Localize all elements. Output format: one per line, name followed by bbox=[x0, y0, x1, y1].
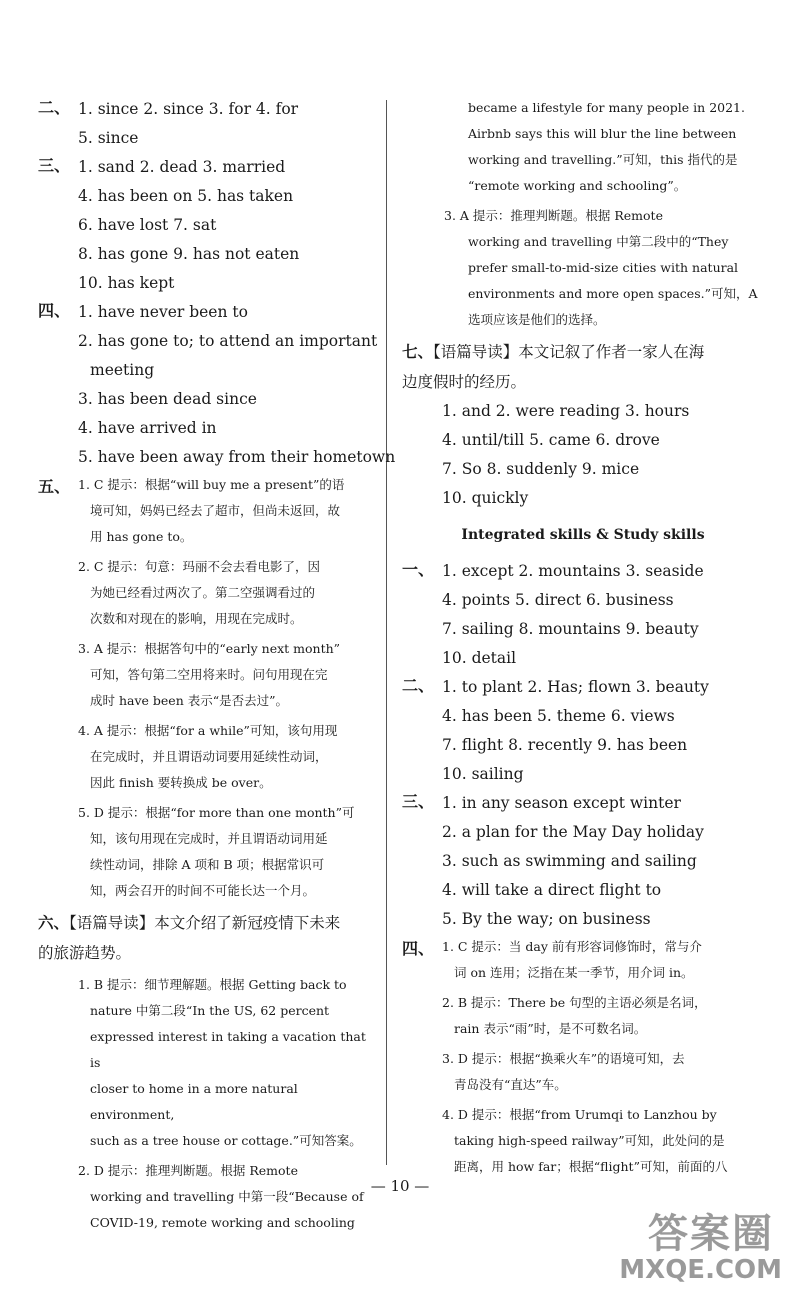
section-7 bbox=[402, 337, 764, 513]
answer-line: 7. sailing 8. mountains 9. beauty bbox=[442, 620, 699, 638]
section-label: 二、 bbox=[38, 98, 71, 117]
hint-item bbox=[38, 554, 370, 632]
answer-line: 1. except 2. mountains 3. seaside bbox=[442, 562, 704, 580]
reading-guide bbox=[402, 337, 764, 367]
section-r1 bbox=[402, 557, 764, 673]
hint-line: 2. C 提示：句意：玛丽不会去看电影了，因 bbox=[78, 559, 320, 574]
answer-line: 4. has been on 5. has taken bbox=[78, 187, 294, 205]
hint-line: taking high-speed railway”可知，此处问的是 bbox=[454, 1133, 725, 1148]
answer-line: 1. and 2. were reading 3. hours bbox=[442, 402, 690, 420]
guide-text: 的旅游趋势。 bbox=[38, 944, 132, 962]
section-5 bbox=[38, 472, 370, 904]
answer-line: 4. have arrived in bbox=[78, 419, 217, 437]
answer-line: 5. since bbox=[78, 129, 139, 147]
section-label: 四、 bbox=[38, 301, 71, 320]
hint-item bbox=[402, 1046, 764, 1098]
answer-line: 4. has been 5. theme 6. views bbox=[442, 707, 675, 725]
section-r3 bbox=[402, 789, 764, 934]
watermark-text: 答案圈 bbox=[648, 1211, 774, 1257]
column-divider bbox=[386, 100, 387, 1165]
section-label: 三、 bbox=[38, 156, 71, 175]
answer-line: 1. to plant 2. Has; flown 3. beauty bbox=[442, 678, 709, 696]
page-number: — 10 — bbox=[370, 1177, 430, 1195]
hint-item bbox=[402, 934, 764, 986]
section-r4 bbox=[402, 934, 764, 1180]
answer-line: 6. have lost 7. sat bbox=[78, 216, 217, 234]
hint-line: 次数和对现在的影响，用现在完成时。 bbox=[90, 611, 303, 626]
hint-line: 词 on 连用；泛指在某一季节，用介词 in。 bbox=[454, 965, 694, 980]
section-label: 四、 bbox=[402, 939, 435, 958]
hint-item bbox=[38, 1158, 370, 1236]
hint-line: COVID-19, remote working and schooling bbox=[90, 1215, 355, 1230]
answer-line: 5. By the way; on business bbox=[442, 910, 651, 928]
hint-line: 续性动词，排除 A 项和 B 项；根据常识可 bbox=[90, 857, 325, 872]
hint-line: 为她已经看过两次了。第二空强调看过的 bbox=[90, 585, 316, 600]
section-label: 七、 bbox=[402, 343, 434, 361]
answer-line: 2. has gone to; to attend an important bbox=[78, 332, 378, 350]
hint-line: environments and more open spaces.”可知，A bbox=[468, 286, 758, 301]
right-column bbox=[402, 95, 764, 1180]
answer-line: 7. So 8. suddenly 9. mice bbox=[442, 460, 640, 478]
section-label: 六、 bbox=[38, 914, 70, 932]
answer-line: 3. has been dead since bbox=[78, 390, 257, 408]
section-label: 二、 bbox=[402, 676, 435, 695]
hint-line: 知，两会召开的时间不可能长达一个月。 bbox=[90, 883, 316, 898]
answer-line: 10. has kept bbox=[78, 274, 175, 292]
hint-line: 2. D 提示：推理判断题。根据 Remote bbox=[78, 1163, 298, 1178]
section-label: 五、 bbox=[38, 477, 71, 496]
hint-line: 3. A 提示：根据答句中的“early next month” bbox=[78, 641, 341, 656]
hint-line: Airbnb says this will blur the line between bbox=[468, 126, 737, 141]
hint-line: 4. D 提示：根据“from Urumqi to Lanzhou by bbox=[442, 1107, 717, 1122]
hint-line: closer to home in a more natural environment, bbox=[90, 1081, 298, 1122]
hint-line: prefer small-to-mid-size cities with natural bbox=[468, 260, 739, 275]
hint-line: nature 中第二段“In the US, 62 percent bbox=[90, 1003, 330, 1018]
answer-line: 4. points 5. direct 6. business bbox=[442, 591, 674, 609]
answer-line: 4. will take a direct flight to bbox=[442, 881, 662, 899]
answer-line: 1. have never been to bbox=[78, 303, 248, 321]
hint-item bbox=[38, 972, 370, 1154]
hint-line: working and travelling 中第一段“Because of bbox=[90, 1189, 364, 1204]
hint-line: working and travelling 中第二段中的“They bbox=[468, 234, 729, 249]
hint-line: expressed interest in taking a vacation that is bbox=[90, 1029, 366, 1070]
hint-line: 3. D 提示：根据“换乘火车”的语境可知，去 bbox=[442, 1051, 685, 1066]
answer-line: 1. since 2. since 3. for 4. for bbox=[78, 100, 299, 118]
hint-line: 境可知，妈妈已经去了超市，但尚未返回，故 bbox=[90, 503, 341, 518]
section-r2 bbox=[402, 673, 764, 789]
section-3 bbox=[38, 153, 370, 298]
section-2 bbox=[38, 95, 370, 153]
hint-line: rain 表示“雨”时，是不可数名词。 bbox=[454, 1021, 647, 1036]
answer-line: 4. until/till 5. came 6. drove bbox=[442, 431, 660, 449]
section-label: 三、 bbox=[402, 792, 435, 811]
hint-line: 因此 finish 要转换成 be over。 bbox=[90, 775, 272, 790]
hint-line: 成时 have been 表示“是否去过”。 bbox=[90, 693, 289, 708]
hint-line: such as a tree house or cottage.”可知答案。 bbox=[90, 1133, 362, 1148]
hint-line: 1. B 提示：细节理解题。根据 Getting back to bbox=[78, 977, 347, 992]
answer-line: 5. have been away from their hometown bbox=[78, 448, 396, 466]
hint-line: 可知，答句第二空用将来时。问句用现在完 bbox=[90, 667, 328, 682]
hint-line: 青岛没有“直达”车。 bbox=[454, 1077, 567, 1092]
answer-line: 1. in any season except winter bbox=[442, 794, 681, 812]
answer-line: 7. flight 8. recently 9. has been bbox=[442, 736, 688, 754]
section-heading: Integrated skills & Study skills bbox=[461, 527, 705, 543]
hint-line: 5. D 提示：根据“for more than one month”可 bbox=[78, 805, 355, 820]
section-4 bbox=[38, 298, 396, 472]
answer-line: 10. sailing bbox=[442, 765, 524, 783]
hint-line: 距离，用 how far；根据“flight”可知，前面的八 bbox=[454, 1159, 728, 1174]
answer-line: 10. detail bbox=[442, 649, 517, 667]
guide-text: 【语篇导读】本文记叙了作者一家人在海 bbox=[433, 343, 705, 361]
hint-item bbox=[38, 718, 370, 796]
hint-line: 用 has gone to。 bbox=[90, 529, 193, 544]
left-column bbox=[38, 95, 396, 1236]
answer-line: 1. sand 2. dead 3. married bbox=[78, 158, 286, 176]
hint-item bbox=[38, 636, 370, 714]
answer-line: 8. has gone 9. has not eaten bbox=[78, 245, 300, 263]
watermark-url: MXQE.COM bbox=[619, 1255, 782, 1285]
hint-item bbox=[402, 1102, 764, 1180]
guide-text: 边度假时的经历。 bbox=[402, 373, 527, 391]
hint-item bbox=[38, 472, 370, 550]
answer-line: 2. a plan for the May Day holiday bbox=[442, 823, 704, 841]
answer-line: meeting bbox=[90, 361, 155, 379]
hint-line: 1. C 提示：当 day 前有形容词修饰时，常与介 bbox=[442, 939, 702, 954]
hint-item bbox=[38, 800, 370, 904]
hint-line: 4. A 提示：根据“for a while”可知，该句用现 bbox=[78, 723, 338, 738]
hint-line: became a lifestyle for many people in 2021. bbox=[468, 100, 745, 115]
hint-line: “remote working and schooling”。 bbox=[468, 178, 687, 193]
section-label: 一、 bbox=[402, 560, 435, 579]
hint-line: 在完成时，并且谓语动词要用延续性动词， bbox=[90, 749, 328, 764]
hint-line: 选项应该是他们的选择。 bbox=[468, 312, 606, 327]
hint-item bbox=[402, 203, 764, 333]
hint-line: 3. A 提示：推理判断题。根据 Remote bbox=[444, 208, 663, 223]
reading-guide bbox=[38, 908, 370, 938]
guide-text: 【语篇导读】本文介绍了新冠疫情下未来 bbox=[69, 914, 341, 932]
hint-line: 2. B 提示：There be 句型的主语必须是名词， bbox=[442, 995, 707, 1010]
hint-line: 1. C 提示：根据“will buy me a present”的语 bbox=[78, 477, 345, 492]
hint-item bbox=[402, 990, 764, 1042]
answer-line: 10. quickly bbox=[442, 489, 529, 507]
answer-line: 3. such as swimming and sailing bbox=[442, 852, 697, 870]
hint-line: working and travelling.”可知，this 指代的是 bbox=[468, 152, 738, 167]
continued-hint bbox=[402, 95, 764, 199]
hint-line: 知，该句用现在完成时，并且谓语动词用延 bbox=[90, 831, 328, 846]
